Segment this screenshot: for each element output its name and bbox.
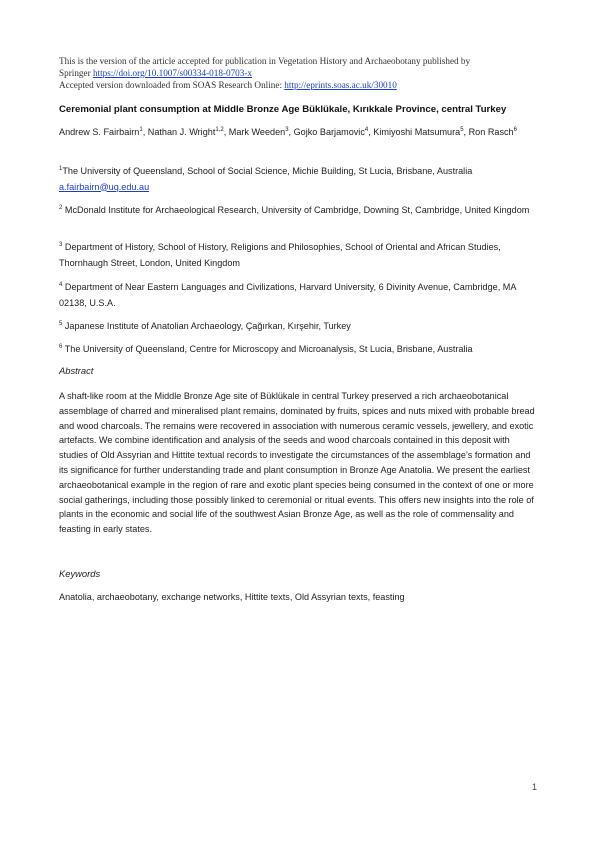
author <box>148 127 229 137</box>
paper-title: Ceremonial plant consumption at Middle Bronze Age Büklükale, Kırıkkale Province, central Turkey <box>59 104 507 115</box>
affiliation-number: 6 <box>59 343 63 350</box>
affiliation-text: McDonald Institute for Archaeological Research, University of Cambridge, Downing St, Cambridge, United Kingdom <box>62 205 530 215</box>
affiliation-number: 2 <box>59 204 63 211</box>
author-separator: , <box>463 127 469 137</box>
keywords-text: Anatolia, archaeobotany, exchange networks, Hittite texts, Old Assyrian texts, feasting <box>59 592 405 602</box>
affiliation-3 <box>59 240 539 271</box>
affiliation-4 <box>59 280 539 311</box>
notice-line-3 <box>59 79 539 91</box>
affiliation-text: Japanese Institute of Anatolian Archaeology, Çağırkan, Kırşehir, Turkey <box>62 321 351 331</box>
author-separator: , <box>142 127 148 137</box>
publication-notice <box>59 55 539 91</box>
affiliation-number: 5 <box>59 320 63 327</box>
affiliation-5 <box>59 319 539 335</box>
author-separator: , <box>288 127 294 137</box>
author-affiliation-marker: 5 <box>460 126 464 133</box>
publisher-name: Springer <box>59 68 93 78</box>
notice-line-1: This is the version of the article accepted for publication in Vegetation History and Archaeobotany published by <box>59 56 471 66</box>
author-affiliation-marker: 3 <box>285 126 289 133</box>
author-affiliation-marker: 1,2 <box>215 126 224 133</box>
keywords-heading: Keywords <box>59 568 101 579</box>
author-name: Nathan J. Wright <box>147 127 216 137</box>
corresponding-email-link[interactable]: a.fairbairn@uq.edu.au <box>59 181 150 192</box>
affiliation-number: 3 <box>59 241 63 248</box>
affiliation-6 <box>59 342 539 358</box>
affiliation-2 <box>59 203 539 219</box>
author-separator: , <box>368 127 374 137</box>
soas-notice-text: Accepted version downloaded from SOAS Research Online: <box>59 80 285 90</box>
page-number: 1 <box>532 782 538 792</box>
author-affiliation-marker: 4 <box>364 126 369 133</box>
affiliation-text: Department of Near Eastern Languages and Civilizations, Harvard University, 6 Divinity Avenue, Cambridge, MA 02138, U.S.A. <box>59 282 516 308</box>
affiliation-text: The University of Queensland, Centre for Microscopy and Microanalysis, St Lucia, Brisbane, Australia <box>62 344 473 354</box>
author-name: Kimiyoshi Matsumura <box>373 127 461 137</box>
author-name: Mark Weeden <box>228 127 286 137</box>
affiliation-text: The University of Queensland, School of Social Science, Michie Building, St Lucia, Brisbane, Australia <box>62 166 473 176</box>
soas-eprints-link[interactable]: http://eprints.soas.ac.uk/30010 <box>284 80 397 90</box>
affiliation-text: Department of History, School of History, Religions and Philosophies, School of Oriental and African Studies, Thornhaugh Street, London, United Kingdom <box>59 242 501 268</box>
author <box>294 127 374 137</box>
author-name: Ron Rasch <box>468 127 514 137</box>
author <box>373 127 468 137</box>
author <box>59 127 148 137</box>
author-name: Gojko Barjamovic <box>293 127 365 137</box>
author-list <box>59 125 539 141</box>
author-affiliation-marker: 6 <box>513 126 517 133</box>
author <box>469 127 517 137</box>
abstract-text: A shaft-like room at the Middle Bronze Age site of Büklükale in central Turkey preserved a rich archaeobotanical assemblage of charred and mineralised plant remains, dominated by fruits, spices and nuts mixed with probable bread and wood charcoals. The remains were recovered in association with numerous ceramic vessels, jewellery, and exotic artefacts. We combine identification and analysis of the seeds and wood charcoals contained in this deposit with studies of Old Assyrian and Hittite textual records to investigate the circumstances of the assemblage’s formation and its significance for further understanding trade and plant consumption in Bronze Age Anatolia. We present the earliest archaeobotanical example in the region of rare and exotic plant species being consumed in the context of one or more social gatherings, including those possibly linked to ceremonial or ritual events. This offers new insights into the role of plants in the economic and social life of the southwest Asian Bronze Age, as well as the role of commensality and feasting in early states. <box>59 391 535 535</box>
notice-line-2 <box>59 67 539 79</box>
author-separator: , <box>223 127 229 137</box>
affiliation-1 <box>59 164 539 195</box>
abstract-heading: Abstract <box>59 365 94 376</box>
author-name: Andrew S. Fairbairn <box>59 127 140 137</box>
author <box>229 127 294 137</box>
affiliation-number: 4 <box>59 281 63 288</box>
affiliation-number: 1 <box>59 165 63 172</box>
author-affiliation-marker: 1 <box>139 126 143 133</box>
doi-link[interactable]: https://doi.org/10.1007/s00334-018-0703-x <box>92 68 253 78</box>
